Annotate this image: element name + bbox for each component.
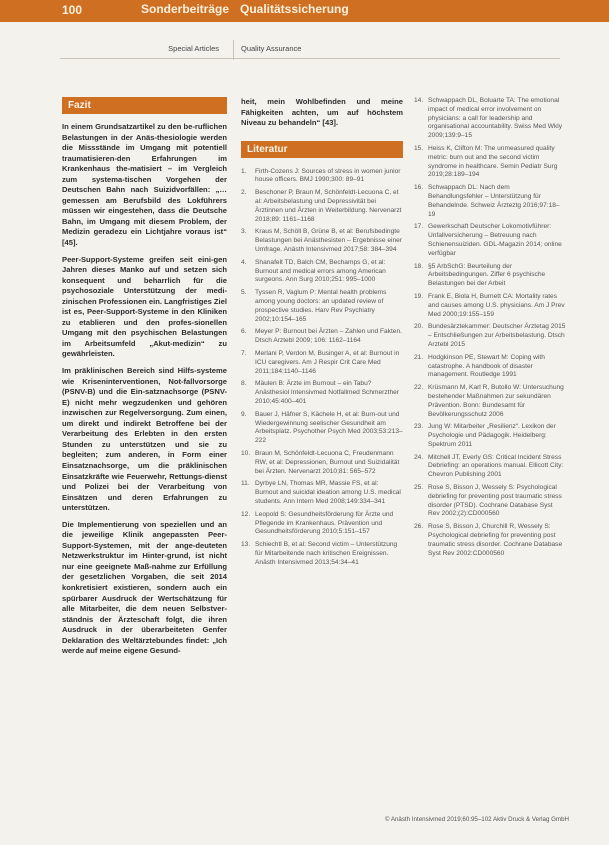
reference-text: Bundesärztekammer: Deutscher Ärztetag 2015 – Entschließungen zur Arbeitsbelastung. Dtsch Arztebl 2015	[428, 323, 566, 348]
header-rule	[60, 58, 560, 59]
reference-text: Jung W: Mitarbeiter „Resilienz“. Lexikon der Psychologie und Pädagogik. Heidelberg: Spektrum 2011	[428, 423, 556, 448]
reference-text: Rose S, Bisson J, Churchill R, Wessely S: Psychological debriefing for preventing post traumatic stress disorder. Cochrane Database Syst Rev 2002:CD000560	[428, 523, 563, 557]
reference-number: 26.	[414, 523, 424, 531]
reference-item	[241, 189, 403, 224]
reference-item	[414, 184, 566, 219]
header-band	[0, 0, 609, 22]
fazit-paragraph: In einem Grundsatzartikel zu den be-ruflichen Belastungen in der Anäs-thesiologie werden die Missstände im Umgang mit potentiell traumatisieren-den Erfahrungen im Krankenhaus the-matisiert – im Vergleich zum systema-tischen Vorgehen der Deutschen Bahn nach Suizidvorfällen: „…gemessen am Berufsbild des Lokführers müssen wir eingestehen, dass die Deutsche Bahn, im Umgang mit diesem Problem, der Medizin geradezu ein Lichtjahre voraus ist“ [45].	[62, 122, 227, 248]
reference-text: §5 ArbSchG: Beurteilung der Arbeitsbedingungen. Ziffer 6 psychische Belastungen bei der Arbeit	[428, 262, 546, 288]
reference-item	[241, 289, 403, 324]
reference-number: 6.	[241, 328, 247, 336]
reference-text: Heiss K, Clifton M: The unmeasured quality metric: burn out and the second victim syndrome in healthcare. Semin Pediatr Surg 2019;28:189–194	[428, 144, 558, 179]
reference-text: Tyssen R, Vaglum P: Mental health problems among young doctors: an updated review of prospective studies. Harv Rev Psychiatry 2002;10:154–165	[255, 289, 387, 323]
reference-number: 16.	[414, 184, 424, 192]
footer-copyright: © Anästh Intensivmed 2019;60:95–102 Aktiv Druck & Verlag GmbH	[384, 816, 569, 823]
reference-text: Krüsmann M, Karl R, Butollo W: Untersuchung bestehender Maßnahmen zur sekundären Prävention. Bonn: Bundesamt für Bevölkerungsschutz 2006	[428, 384, 564, 418]
reference-list	[414, 97, 566, 558]
reference-item	[414, 354, 566, 380]
reference-number: 22.	[414, 384, 424, 392]
reference-item	[241, 259, 403, 285]
reference-number: 25.	[414, 484, 424, 492]
section-title-left: Sonderbeiträge	[141, 2, 230, 16]
fazit-paragraph: Die Implementierung von speziellen und an die jeweilige Klinik angepassten Peer-Support-Systemen, mit der ange-deuteten Netzwerkstruktur im Hinter-grund, ist nicht nur eine geeignete Maß-nahme zur Erfüllung der gesetzlichen Vorgaben, die seit 2014 konkretisiert existieren, sondern auch ein spürbarer Ausdruck der Wertschätzung für alle Mitarbeiter, die dem neuen Selbstver-ständnis der Ärzteschaft folgt, die ihren Ausdruck in der überarbeiteten Genfer Deklaration des Weltärztebundes findet: „Ich werde auf meine eigene Gesund-	[62, 519, 227, 656]
reference-number: 17.	[414, 223, 424, 231]
reference-number: 5.	[241, 289, 247, 297]
reference-number: 14.	[414, 97, 424, 104]
reference-text: Rose S, Bisson J, Wessely S: Psychological debriefing for preventing post traumatic stress disorder (PTSD). Cochrane Database Syst Rev 2002;(2):CD000560	[428, 484, 562, 518]
reference-item	[414, 384, 566, 419]
reference-item	[241, 328, 403, 346]
reference-item	[241, 480, 403, 506]
subheader-left: Special Articles	[168, 44, 219, 53]
reference-text: Braun M, Schönfeldt-Lecuona C, Freudenmann RW, et al: Depressionen, Burnout und Suizidalität bei Ärzten. Nervenarzt 2010;81: 565–572	[255, 449, 400, 475]
reference-item	[241, 350, 403, 376]
reference-text: Mitchell JT, Everly GS: Critical Incident Stress Debriefing: an operations manual. Ellicott City: Chevron Publishing 2001	[428, 453, 564, 479]
reference-item	[241, 411, 403, 446]
column-literatur-1	[241, 97, 403, 572]
reference-number: 12.	[241, 510, 251, 518]
reference-item	[241, 541, 403, 567]
reference-number: 15.	[414, 144, 424, 152]
reference-item	[414, 323, 566, 349]
column-literatur-2	[414, 97, 566, 562]
reference-text: Frank E, Biola H, Burnett CA: Mortality rates and causes among U.S. physicians. Am J Prev Med 2000;19:155–159	[428, 292, 565, 318]
reference-item	[414, 454, 566, 480]
reference-item	[414, 223, 566, 258]
fazit-paragraph: Peer-Support-Systeme greifen seit eini-gen Jahren dieses Manko auf und setzen sich konsequent und beharrlich für die psychosoziale Unterstützung der medi-zinischen Professionen ein. Langfristiges Ziel ist es, Peer-Support-Systeme in den Kliniken zu etablieren und den profes-sionellen Umgang mit den psychischen Belastungen im Arbeitsumfeld „Akut-medizin“ zu gewährleisten.	[62, 254, 227, 359]
reference-item	[414, 523, 566, 558]
reference-number: 8.	[241, 380, 247, 388]
reference-item	[241, 380, 403, 406]
reference-number: 20.	[414, 323, 424, 331]
reference-number: 4.	[241, 258, 247, 266]
reference-number: 18.	[414, 262, 424, 270]
reference-text: Schiechtl B, et al: Second victim – Unterstützung für Mitarbeitende nach kritischen Ereignissen. Anästh Intensivmed 2013;54:34–41	[255, 541, 398, 566]
reference-item	[241, 511, 403, 537]
reference-item	[241, 168, 403, 186]
reference-number: 11.	[241, 480, 250, 488]
reference-number: 13.	[241, 541, 251, 549]
page-number: 100	[62, 3, 83, 17]
reference-number: 7.	[241, 349, 247, 357]
reference-text: Mäulen B: Ärzte im Burnout – ein Tabu? Anästhesiol Intensivmed Notfallmed Schmerzther 2010;45:400–401	[255, 380, 400, 405]
reference-number: 24.	[414, 453, 424, 461]
reference-text: Beschoner P, Braun M, Schönfeldt-Lecuona C, et al: Arbeitsbelastung und Depressivität bei Ärztinnen und Ärzten in Weiterbildung. Nervenarzt 2018;89: 1161–1168	[255, 189, 402, 223]
reference-text: Dyrbye LN, Thomas MR, Massie FS, et al: Burnout and suicidal ideation among U.S. medical students. Ann Intern Med 2008;149:334–341	[255, 480, 401, 505]
reference-text: Meyer P: Burnout bei Ärzten – Zahlen und Fakten. Dtsch Arztebl 2009; 106: 1162–1164	[255, 328, 402, 345]
fazit-continuation: heit, mein Wohlbefinden und meine Fähigkeiten achten, um auf höchstem Niveau zu behandeln“ [43].	[241, 97, 403, 128]
fazit-paragraph: Im präklinischen Bereich sind Hilfs-systeme wie Kriseninterventionen, Not-fallvorsorge (PSNV-B) und die Ein-satznachsorge (PSNV-E) nicht mehr wegzudenken und gehören inzwischen zur Regelversorgung. Zum einen, um direkt und indirekt Betroffene bei der Verarbeitung des Erlebten in den ersten Stunden zu unterstützen und sie zu begleiten; zum anderen, in Form einer Einsatznachsorge, um die präklinischen Einsatzkräfte wie Feuerwehr, Rettungs-dienst und Polizei bei der Verarbeitung von Einsätzen und deren Erfahrungen zu unterstützen.	[62, 366, 227, 513]
reference-item	[414, 484, 566, 519]
reference-text: Shanafelt TD, Balch CM, Bechamps G, et al: Burnout and medical errors among American surgeons. Ann Surg 2010;251: 995–1000	[255, 258, 386, 284]
reference-item	[414, 263, 566, 289]
column-fazit	[62, 97, 227, 663]
literatur-heading: Literatur	[241, 141, 403, 158]
reference-item	[414, 145, 566, 180]
reference-item	[414, 97, 566, 141]
reference-text: Kraus M, Schöll B, Grüne B, et al: Berufsbedingte Belastungen bei Anästhesisten – Ergebnisse einer Umfrage. Anästh Intensivmed 2017;58: 384–394	[255, 228, 402, 254]
reference-text: Bauer J, Häfner S, Kächele H, et al: Burn-out und Wiedergewinnung seelischer Gesundheit am Arbeitsplatz. Psychother Psych Med 2003;53:213–222	[255, 410, 403, 445]
reference-text: Firth-Cozens J: Sources of stress in women junior house officers. BMJ 1990;300: 89–91	[255, 167, 401, 184]
reference-item	[241, 228, 403, 254]
reference-number: 23.	[414, 423, 424, 431]
fazit-heading: Fazit	[62, 97, 227, 114]
subheader-right: Quality Assurance	[241, 44, 302, 53]
reference-text: Schwappach DL, Boluarte TA: The emotional impact of medical error involvement on physicians: a call for leadership and organisational accountability. Swiss Med Wkly 2009;139:9–15	[428, 97, 563, 140]
reference-text: Merlani P, Verdon M, Businger A, et al: Burnout in ICU caregivers. Am J Respir Crit Care Med 2011;184:1140–1146	[255, 349, 400, 375]
reference-text: Gewerkschaft Deutscher Lokomotivführer: Unfallversicherung – Betreuung nach Schienensuiziden. GDL-Magazin 2014; online verfügbar	[428, 223, 562, 257]
reference-list	[241, 168, 403, 568]
reference-text: Schwappach DL: Nach dem Behandlungsfehler – Unterstützung für Behandelnde. Schweiz Ärzteztg 2016;97:18–19	[428, 184, 560, 218]
reference-text: Leopold S: Gesundheitsförderung für Ärzte und Pflegende im Krankenhaus. Prävention und Gesundheitsförderung 2010;5:151–157	[255, 510, 394, 536]
reference-text: Hodgkinson PE, Stewart M: Coping with catastrophe. A handbook of disaster management. Routledge 1991	[428, 353, 545, 379]
reference-number: 3.	[241, 228, 247, 236]
reference-number: 21.	[414, 353, 424, 361]
reference-number: 19.	[414, 292, 424, 300]
section-title-right: Qualitätssicherung	[240, 2, 349, 16]
reference-item	[414, 423, 566, 449]
reference-item	[414, 293, 566, 319]
reference-number: 1.	[241, 167, 247, 175]
reference-number: 2.	[241, 189, 247, 197]
header-divider	[233, 40, 234, 60]
reference-item	[241, 450, 403, 476]
reference-number: 10.	[241, 449, 251, 457]
reference-number: 9.	[241, 410, 247, 418]
